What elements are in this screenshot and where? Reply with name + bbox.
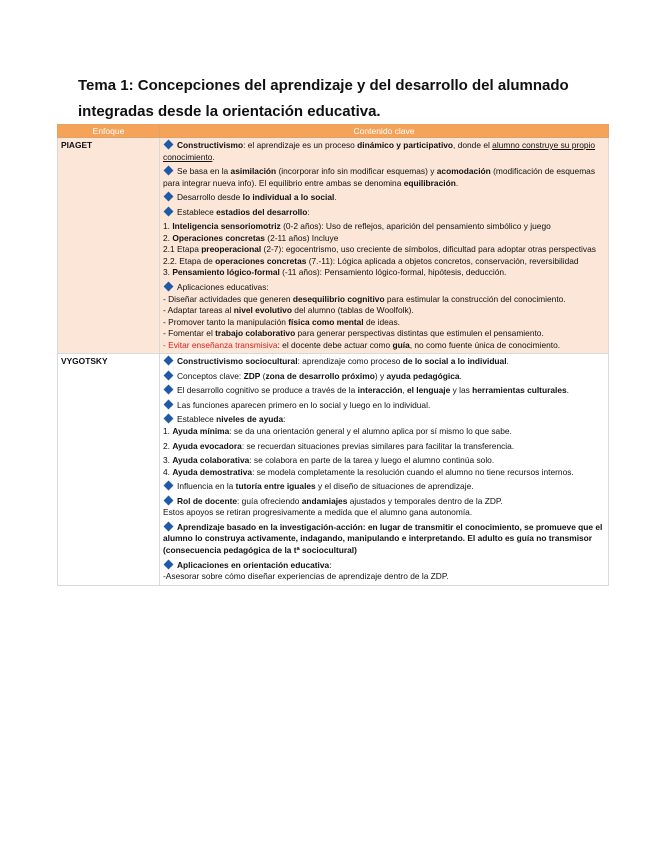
content-paragraph xyxy=(163,317,605,329)
text-run: - Fomentar el xyxy=(163,328,216,339)
text-run: niveles de ayuda xyxy=(216,414,284,425)
content-paragraph xyxy=(163,467,605,479)
content-paragraph xyxy=(163,496,605,508)
text-run: lo individual a lo social xyxy=(242,192,335,203)
text-run: Aprendizaje basado en la investigación-acción: en lugar de transmitir el conocimiento, se promueve que el alumno lo construya activamente, indagando, manipulando e interpretando. El adulto es guía no transmisor (consecuencia pedagógica de la tª sociocultural) xyxy=(163,521,603,555)
text-run: 2.2. Etapa de xyxy=(163,255,216,266)
text-run: (incorporar info sin modificar esquemas) y xyxy=(276,166,437,177)
contenido-cell xyxy=(160,138,609,354)
content-paragraph xyxy=(163,267,605,279)
text-run: 4. xyxy=(163,466,173,477)
page-title: Tema 1: Concepciones del aprendizaje y del desarrollo del alumnado integradas desde la orientación educativa. xyxy=(78,77,569,120)
text-run: (7.-11): Lógica aplicada a objetos concretos, conservación, reversibilidad xyxy=(306,255,579,266)
content-paragraph xyxy=(163,441,605,453)
text-run: - Adaptar tareas al xyxy=(163,305,234,316)
text-run: Ayuda mínima xyxy=(172,426,230,437)
text-run: Las funciones aparecen primero en lo social y luego en lo individual. xyxy=(177,399,431,410)
text-run: Ayuda demostrativa xyxy=(172,466,253,477)
content-paragraph xyxy=(163,140,605,163)
text-run: ) y xyxy=(374,370,387,381)
text-run: zona de desarrollo próximo xyxy=(265,370,375,381)
text-run: , donde el xyxy=(453,140,493,150)
text-run: de lo social a lo individual xyxy=(402,356,507,367)
text-run: : se da una orientación general y el alumno aplica por sí mismo lo que sabe. xyxy=(229,426,512,437)
diamond-bullet-icon xyxy=(164,206,174,216)
text-run: : aprendizaje como proceso xyxy=(297,356,403,367)
content-paragraph xyxy=(163,340,605,352)
table-header-row xyxy=(58,125,609,138)
table-row-vygotsky xyxy=(58,354,609,585)
text-run: ZDP xyxy=(243,370,261,381)
text-run: . xyxy=(455,177,459,188)
text-run: nivel evolutivo xyxy=(233,305,292,316)
text-run: estadios del desarrollo xyxy=(216,206,308,217)
content-paragraph xyxy=(163,305,605,317)
content-paragraph xyxy=(163,244,605,256)
diamond-bullet-icon xyxy=(164,370,174,380)
text-run: tutoría entre iguales xyxy=(235,481,316,492)
text-run: 3. xyxy=(163,455,173,466)
text-run: 2.1 Etapa xyxy=(163,244,202,255)
text-run: Influencia en la xyxy=(177,481,236,492)
text-run: Operaciones concretas xyxy=(172,232,265,243)
diamond-bullet-icon xyxy=(164,385,174,395)
content-paragraph xyxy=(163,294,605,306)
text-run: Aplicaciones educativas: xyxy=(177,282,269,293)
text-run: - Evitar enseñanza transmisiva xyxy=(163,339,278,350)
diamond-bullet-icon xyxy=(164,414,174,424)
text-run: - Promover tanto la manipulación xyxy=(163,316,289,327)
text-run: interacción xyxy=(357,385,403,396)
content-paragraph xyxy=(163,481,605,493)
text-run: El desarrollo cognitivo se produce a través de la xyxy=(177,385,358,396)
diamond-bullet-icon xyxy=(164,521,174,531)
content-paragraph xyxy=(163,571,605,583)
text-run: , xyxy=(402,385,407,396)
text-run: . xyxy=(506,356,509,367)
text-run: Constructivismo xyxy=(177,140,244,150)
text-run: : xyxy=(307,206,310,217)
text-run: Establece xyxy=(177,206,217,217)
text-run: Pensamiento lógico-formal xyxy=(172,267,280,278)
text-run: Se basa en la xyxy=(177,166,231,177)
text-run: el lenguaje xyxy=(406,385,451,396)
diamond-bullet-icon xyxy=(164,399,174,409)
text-run: alumno construye su propio conocimiento xyxy=(163,140,596,162)
text-run: : el docente debe actuar como xyxy=(277,339,393,350)
text-run: operaciones concretas xyxy=(215,255,307,266)
diamond-bullet-icon xyxy=(164,166,174,176)
text-run: física como mental xyxy=(288,316,364,327)
content-paragraph xyxy=(163,426,605,438)
text-run: (modificación de esquemas para integrar nueva info). El equilibrio entre ambas se denomina xyxy=(163,166,596,188)
text-run: asimilación xyxy=(230,166,277,177)
text-run: ( xyxy=(260,370,266,381)
text-run: y el diseño de situaciones de aprendizaje. xyxy=(315,481,474,492)
text-run: preoperacional xyxy=(201,244,262,255)
text-run: Estos apoyos se retiran progresivamente a medida que el alumno gana autonomía. xyxy=(163,507,473,518)
header-contenido-clave: Contenido clave xyxy=(160,125,609,138)
text-run: de ideas. xyxy=(363,316,400,327)
text-run: herramientas culturales xyxy=(472,385,567,396)
text-run: : xyxy=(329,559,332,570)
text-run: 3. xyxy=(163,267,173,278)
text-run: 1. xyxy=(163,426,173,437)
text-run: : guía ofreciendo xyxy=(237,495,302,506)
text-run: andamiajes xyxy=(301,495,348,506)
content-paragraph xyxy=(163,221,605,233)
text-run: 2. xyxy=(163,232,173,243)
text-run: : el aprendizaje es un proceso xyxy=(243,140,358,150)
diamond-bullet-icon xyxy=(164,282,174,292)
text-run: 2. xyxy=(163,440,173,451)
text-run: Establece xyxy=(177,414,217,425)
text-run: . xyxy=(212,151,215,162)
text-run: Ayuda evocadora xyxy=(172,440,242,451)
text-run: guía xyxy=(392,339,410,350)
diamond-bullet-icon xyxy=(164,192,174,202)
content-paragraph xyxy=(163,385,605,397)
content-paragraph xyxy=(163,328,605,340)
text-run: y las xyxy=(450,385,473,396)
text-run: ajustados y temporales dentro de la ZDP. xyxy=(347,495,503,506)
table-row-piaget xyxy=(58,138,609,354)
diamond-bullet-icon xyxy=(164,559,174,569)
content-paragraph xyxy=(163,207,605,219)
text-run: . xyxy=(459,370,462,381)
text-run: . xyxy=(334,192,337,203)
text-run: acomodación xyxy=(436,166,491,177)
text-run: Constructivismo sociocultural xyxy=(177,356,298,367)
text-run: para estimular la construcción del conocimiento. xyxy=(384,293,566,304)
text-run: para generar perspectivas distintas que estimulen el pensamiento. xyxy=(295,328,544,339)
text-run: (2-7): egocentrismo, uso creciente de símbolos, dificultad para adoptar otras perspectivas xyxy=(261,244,596,255)
text-run: Ayuda colaborativa xyxy=(172,455,250,466)
text-run: - Diseñar actividades que generen xyxy=(163,293,293,304)
content-paragraph xyxy=(163,233,605,245)
text-run: del alumno (tablas de Woolfolk). xyxy=(291,305,414,316)
text-run: : xyxy=(283,414,286,425)
content-paragraph xyxy=(163,455,605,467)
content-paragraph xyxy=(163,282,605,294)
text-run: Conceptos clave: xyxy=(177,370,244,381)
diamond-bullet-icon xyxy=(164,481,174,491)
content-paragraph xyxy=(163,371,605,383)
text-run: : se colabora en parte de la tarea y luego el alumno continúa solo. xyxy=(249,455,495,466)
content-paragraph xyxy=(163,256,605,268)
text-run: . xyxy=(566,385,569,396)
text-run: (2-11 años) Incluye xyxy=(264,232,339,243)
text-run: dinámico y participativo xyxy=(357,140,454,150)
text-run: Aplicaciones en orientación educativa xyxy=(177,559,330,570)
text-run: desequilibrio cognitivo xyxy=(292,293,385,304)
content-table xyxy=(57,124,609,586)
text-run: 1. xyxy=(163,221,173,232)
text-run: equilibración xyxy=(403,177,456,188)
diamond-bullet-icon xyxy=(164,495,174,505)
text-run: trabajo colaborativo xyxy=(215,328,296,339)
diamond-bullet-icon xyxy=(164,356,174,366)
text-run: : se recuerdan situaciones previas similares para facilitar la transferencia. xyxy=(241,440,515,451)
diamond-bullet-icon xyxy=(164,140,174,150)
content-paragraph xyxy=(163,166,605,189)
text-run: Inteligencia sensoriomotriz xyxy=(172,221,281,232)
text-run: (0-2 años): Uso de reflejos, aparición del pensamiento simbólico y juego xyxy=(280,221,551,232)
content-paragraph xyxy=(163,522,605,557)
contenido-cell xyxy=(160,354,609,585)
content-paragraph xyxy=(163,560,605,572)
text-run: : se modela completamente la resolución cuando el alumno no tiene recursos internos. xyxy=(252,466,574,477)
text-run: ayuda pedagógica xyxy=(386,370,460,381)
content-paragraph xyxy=(163,414,605,426)
text-run: Desarrollo desde xyxy=(177,192,243,203)
text-run: , no como fuente única de conocimiento. xyxy=(409,339,561,350)
text-run: -Asesorar sobre cómo diseñar experiencias de aprendizaje dentro de la ZDP. xyxy=(163,571,449,582)
content-paragraph xyxy=(163,400,605,412)
enfoque-cell: VYGOTSKY xyxy=(58,354,160,585)
content-paragraph xyxy=(163,356,605,368)
text-run: (-11 años): Pensamiento lógico-formal, hipótesis, deducción. xyxy=(279,267,507,278)
enfoque-cell: PIAGET xyxy=(58,138,160,354)
header-enfoque: Enfoque xyxy=(58,125,160,138)
text-run: Rol de docente xyxy=(177,495,238,506)
content-paragraph xyxy=(163,192,605,204)
content-paragraph xyxy=(163,507,605,519)
